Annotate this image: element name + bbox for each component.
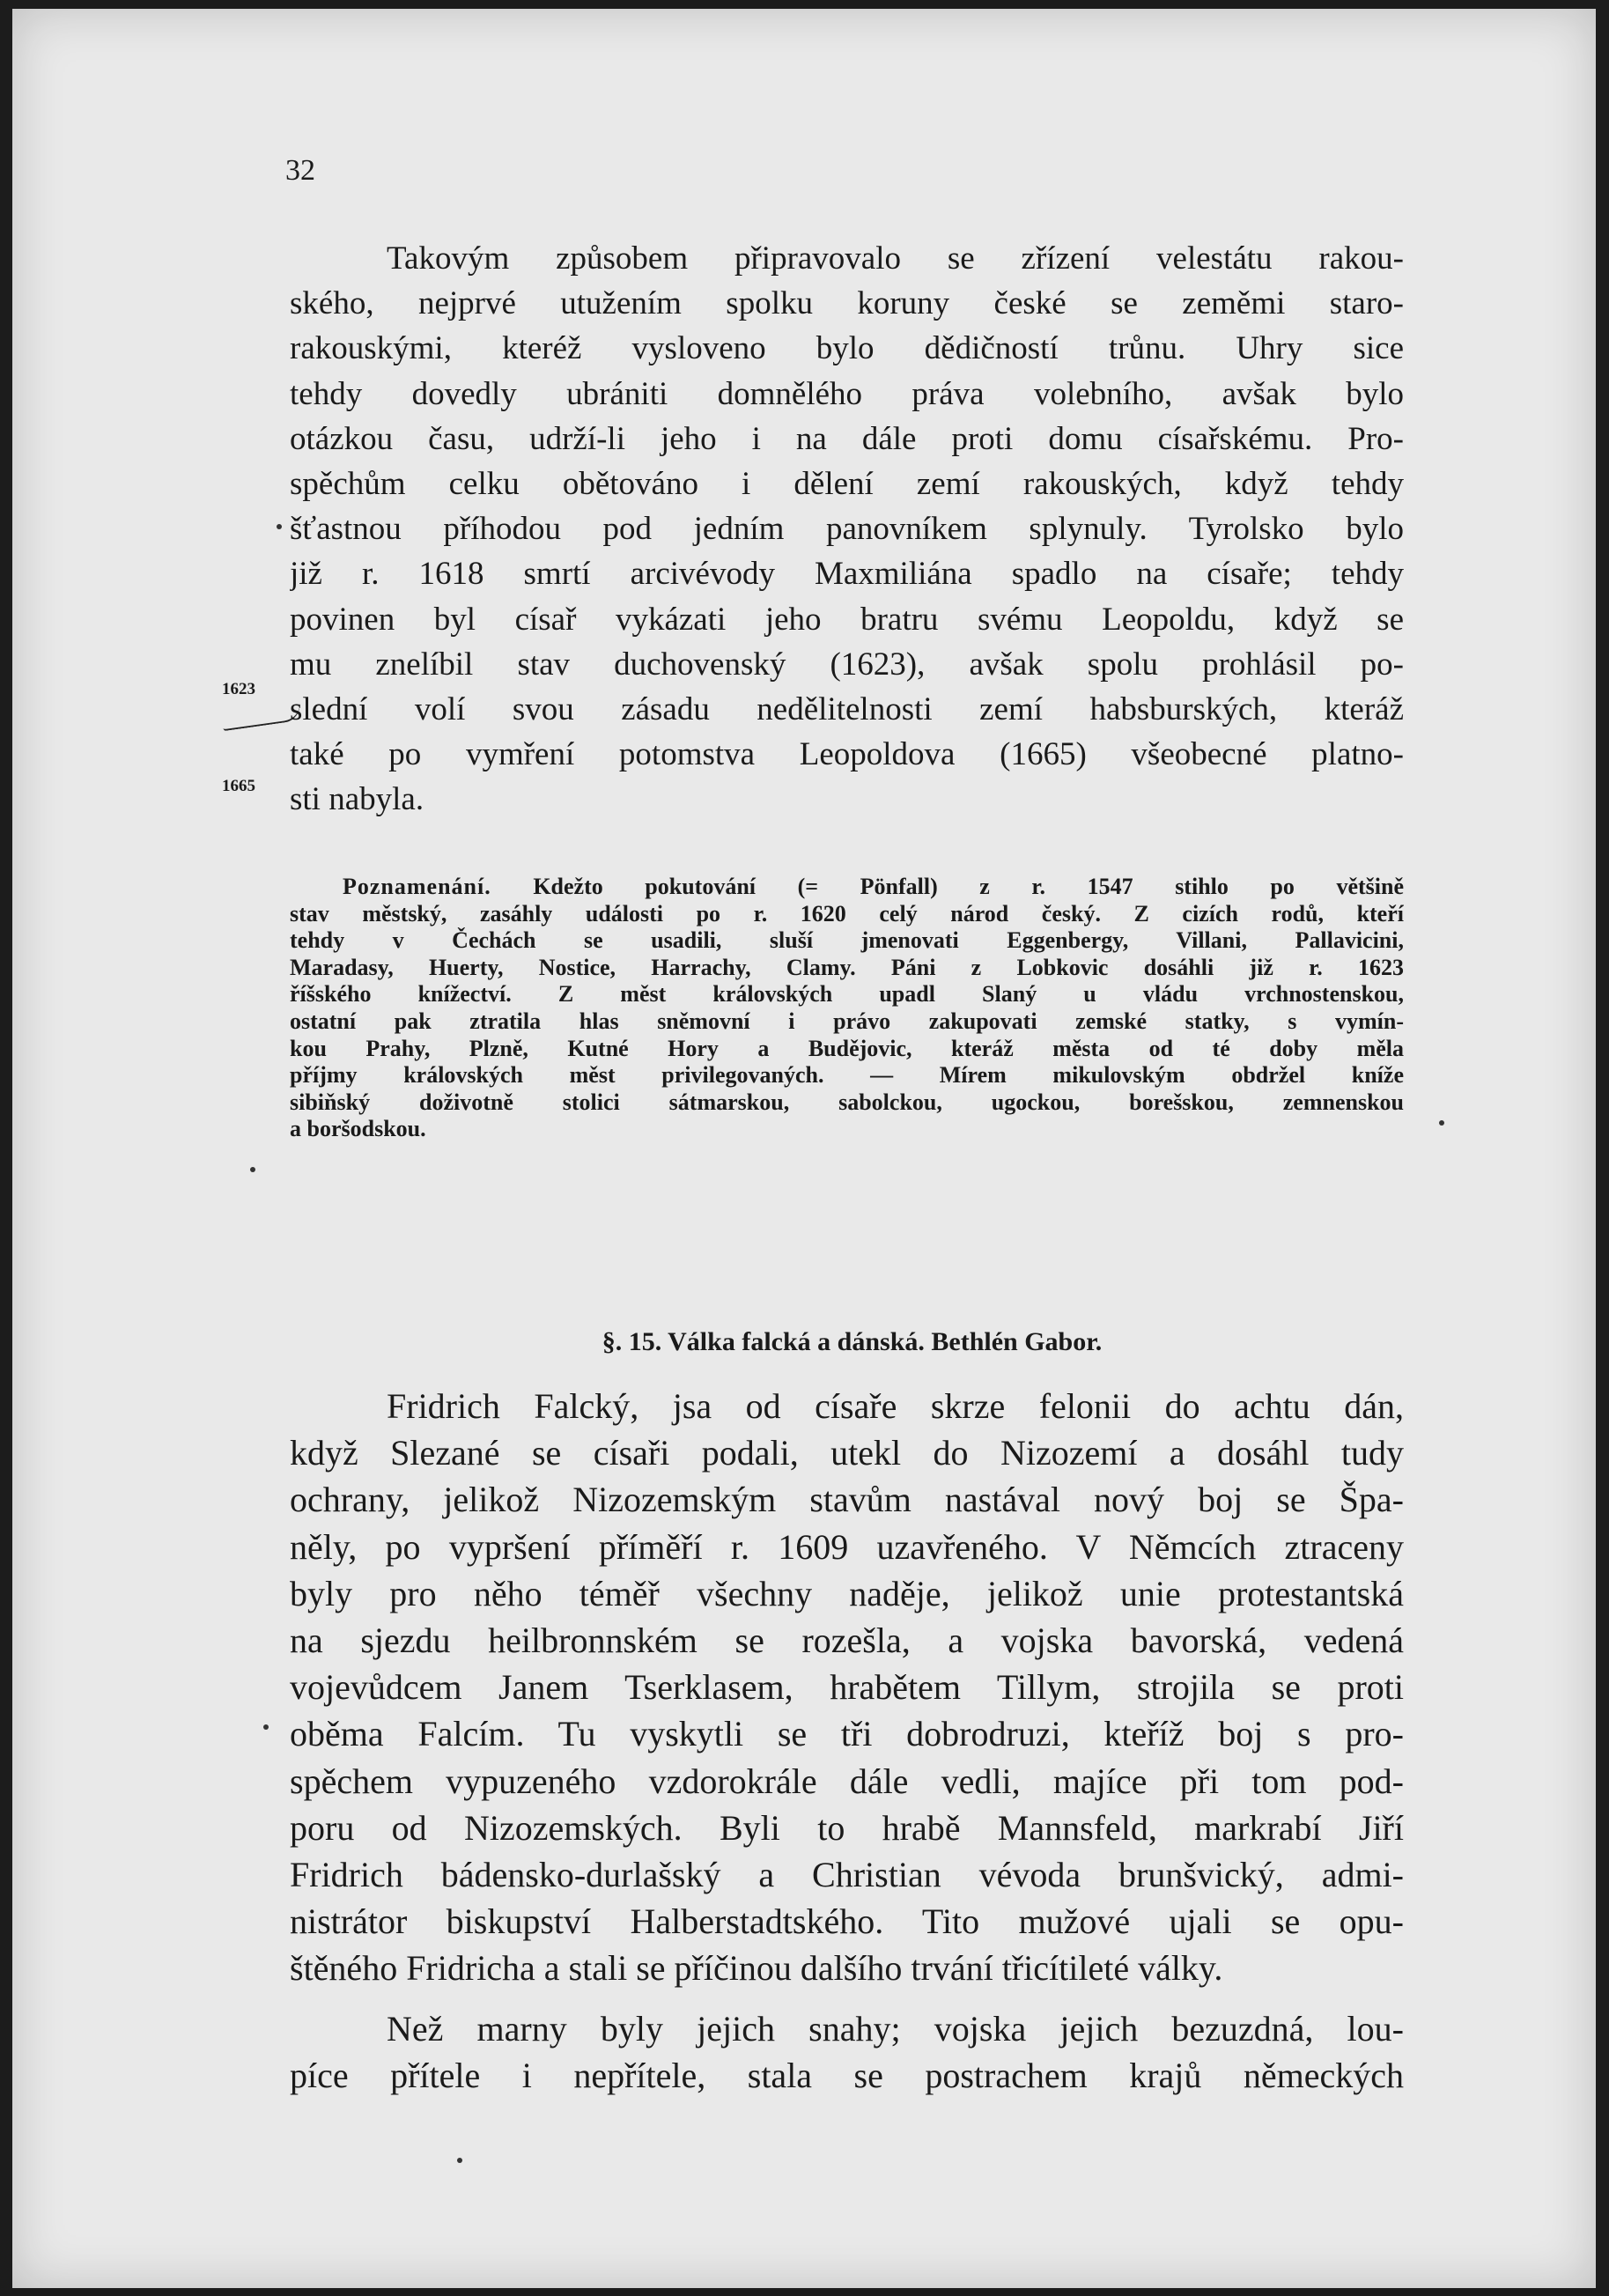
note-first-line [290, 874, 1404, 901]
paragraph-2 [290, 1383, 1404, 1992]
text-line: spěchem vypuzeného vzdorokrále dále vedli, majíce při tom pod- [290, 1761, 1404, 1801]
print-speck [263, 1724, 269, 1730]
text-line: něly, po vypršení příměří r. 1609 uzavřeného. V Němcích ztraceny [290, 1526, 1404, 1567]
print-speck [457, 2158, 462, 2163]
note-line: tehdy v Čechách se usadili, sluší jmenovati Eggenbergy, Villani, Pallavicini, [290, 927, 1404, 954]
section-heading: §. 15. Válka falcká a dánská. Bethlén Gabor. [602, 1327, 1103, 1356]
text-line: rakouskými, kteréž vysloveno bylo dědičností trůnu. Uhry sice [290, 330, 1404, 367]
text-line: ského, nejprvé utužením spolku koruny české se zeměmi staro- [290, 285, 1404, 322]
print-speck [250, 1167, 255, 1172]
paragraph-1 [290, 236, 1404, 823]
text-line: Než marny byly jejich snahy; vojska jejich bezuzdná, lou- [387, 2009, 1404, 2049]
text-line: nistrátor biskupství Halberstadtského. Tito mužové ujali se opu- [290, 1901, 1404, 1942]
text-line: vojevůdcem Janem Tserklasem, hrabětem Tillym, strojila se proti [290, 1667, 1404, 1708]
note-line: ostatní pak ztratila hlas sněmovní i právo zakupovati zemské statky, s vymín- [290, 1008, 1404, 1034]
page-number: 32 [285, 154, 315, 187]
note-line: příjmy královských měst privilegovaných. — Mírem mikulovským obdržel kníže [290, 1062, 1404, 1089]
note-line: Kdežto pokutování (= Pönfall) z r. 1547 stihlo po většině [533, 874, 1404, 899]
text-line: poru od Nizozemských. Byli to hrabě Mannsfeld, markrabí Jiří [290, 1807, 1404, 1848]
note-line: a boršodskou. [290, 1116, 426, 1142]
text-line: štěného Fridricha a stali se příčinou dalšího trvání třicítileté války. [290, 1948, 1223, 1989]
print-speck [1439, 1120, 1444, 1126]
text-line: již r. 1618 smrtí arcivévody Maxmiliána spadlo na císaře; tehdy [290, 556, 1404, 593]
text-line: píce přítele i nepřítele, stala se postrachem krajů německých [290, 2056, 1404, 2096]
note-lead: Poznamenání. [343, 874, 491, 899]
note-line: kou Prahy, Plzně, Kutné Hory a Budějovic, kteráž města od té doby měla [290, 1035, 1404, 1061]
book-page [12, 9, 1596, 2288]
text-line: tehdy dovedly ubrániti domnělého práva volebního, avšak bylo [290, 375, 1404, 412]
text-line: šťastnou příhodou pod jedním panovníkem splynuly. Tyrolsko bylo [290, 511, 1404, 548]
text-line: ochrany, jelikož Nizozemským stavům nastával nový boj se Špa- [290, 1480, 1404, 1520]
note-line: stav městský, zasáhly události po r. 1620 celý národ český. Z cizích rodů, kteří [290, 900, 1404, 927]
note-line: říšského knížectví. Z měst královských upadl Slaný u vládu vrchnostenskou, [290, 981, 1404, 1008]
text-line: oběma Falcím. Tu vyskytli se tři dobrodruzi, kteříž boj s pro- [290, 1714, 1404, 1754]
text-line: spěchům celku obětováno i dělení zemí rakouských, když tehdy [290, 466, 1404, 503]
text-line: když Slezané se císaři podali, utekl do Nizozemí a dosáhl tudy [290, 1433, 1404, 1473]
print-speck [277, 524, 282, 529]
text-line: také po vymření potomstva Leopoldova (1665) všeobecné platno- [290, 736, 1404, 773]
text-line: byly pro něho téměř všechny naděje, jelikož unie protestantská [290, 1573, 1404, 1613]
text-line: otázkou času, udrží-li jeho i na dále proti domu císařskému. Pro- [290, 420, 1404, 457]
text-line: Fridrich bádensko-durlašský a Christian vévoda brunšvický, admi- [290, 1855, 1404, 1895]
margin-year-1623: 1623 [222, 680, 255, 698]
note-line: Maradasy, Huerty, Nostice, Harrachy, Clamy. Páni z Lobkovic dosáhli již r. 1623 [290, 954, 1404, 980]
text-line: na sjezdu heilbronnském se rozešla, a vojska bavorská, vedená [290, 1620, 1404, 1661]
text-line: povinen byl císař vykázati jeho bratru svému Leopoldu, když se [290, 601, 1404, 638]
text-line: mu znelíbil stav duchovenský (1623), avšak spolu prohlásil po- [290, 646, 1404, 683]
text-line: sti nabyla. [290, 781, 424, 818]
note-line: sibiňský doživotně stolici sátmarskou, sabolckou, ugockou, borešskou, zemnenskou [290, 1089, 1404, 1115]
text-line: Takovým způsobem připravovalo se zřízení velestátu rakou- [387, 240, 1404, 277]
note-block [290, 874, 1404, 1143]
text-line: Fridrich Falcký, jsa od císaře skrze felonii do achtu dán, [387, 1386, 1404, 1426]
margin-year-1665: 1665 [222, 777, 255, 795]
text-line: slední volí svou zásadu nedělitelnosti zemí habsburských, kteráž [290, 691, 1404, 728]
paragraph-3 [290, 2005, 1404, 2099]
